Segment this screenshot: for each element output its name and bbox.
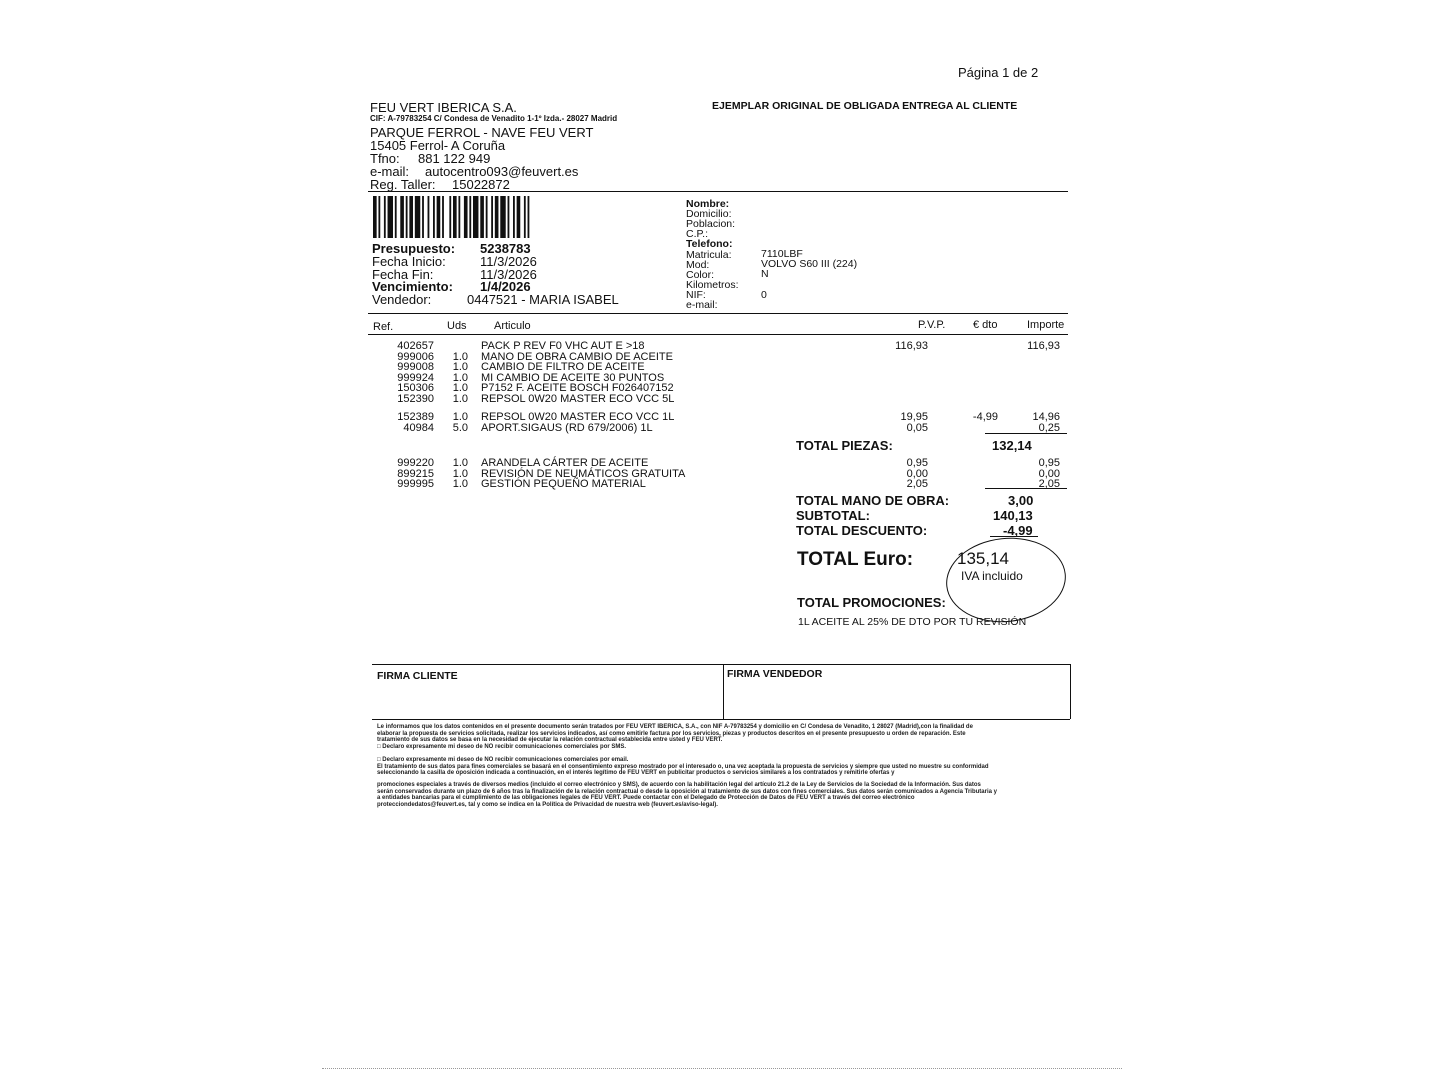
col-importe: Importe bbox=[1027, 319, 1065, 331]
iva-note: IVA incluido bbox=[961, 569, 1023, 583]
barcode-bar bbox=[469, 196, 471, 238]
barcode-bar bbox=[491, 196, 493, 238]
legal-text-2: □ Declaro expresamente mi deseo de NO recibir comunicaciones comerciales por SMS. bbox=[377, 743, 627, 750]
cell-articulo: REPSOL 0W20 MASTER ECO VCC 1L bbox=[481, 411, 675, 423]
cell-pvp: 2,05 bbox=[906, 478, 928, 491]
client-divider bbox=[368, 313, 1068, 314]
nif-value: 0 bbox=[761, 289, 767, 301]
total-descuento-label: TOTAL DESCUENTO: bbox=[796, 523, 928, 538]
legal-paragraph-2 bbox=[377, 757, 997, 777]
signature-right-edge bbox=[1070, 664, 1071, 719]
cell-articulo: GESTIÓN PEQUEÑO MATERIAL bbox=[481, 478, 646, 491]
cell-ref: 40984 bbox=[403, 421, 434, 434]
cp-label: C.P.: bbox=[686, 228, 708, 240]
barcode-bar bbox=[508, 196, 510, 238]
vencimiento-value: 1/4/2026 bbox=[480, 279, 531, 294]
cell-uds: 1.0 bbox=[452, 361, 468, 374]
presupuesto-label: Presupuesto: bbox=[372, 241, 456, 256]
header-divider bbox=[368, 191, 1068, 192]
cell-uds: 1.0 bbox=[452, 382, 468, 395]
subtotal-label: SUBTOTAL: bbox=[796, 508, 870, 523]
fecha-inicio-label: Fecha Inicio: bbox=[372, 254, 446, 269]
cell-uds: 1.0 bbox=[452, 478, 468, 491]
signature-divider bbox=[723, 664, 724, 719]
legal-paragraph-3 bbox=[377, 782, 997, 808]
cell-articulo: MANO DE OBRA CAMBIO DE ACEITE bbox=[481, 350, 673, 363]
barcode-bar bbox=[495, 196, 499, 238]
total-descuento-value: -4,99 bbox=[1003, 523, 1033, 538]
cell-ref: 999220 bbox=[397, 457, 434, 469]
vendedor-label: Vendedor: bbox=[372, 292, 432, 307]
matricula-value: 7110LBF bbox=[761, 248, 803, 260]
company-city: 15405 Ferrol- A Coruña bbox=[370, 138, 506, 153]
firma-cliente-label: FIRMA CLIENTE bbox=[377, 670, 458, 682]
cell-ref: 152390 bbox=[397, 393, 434, 405]
col-pvp: P.V.P. bbox=[918, 319, 946, 331]
fecha-fin-label: Fecha Fin: bbox=[372, 267, 434, 282]
company-site: PARQUE FERROL - NAVE FEU VERT bbox=[370, 125, 594, 140]
company-cif: CIF: A-79783254 C/ Condesa de Venadito 1-1º Izda.- 28027 Madrid bbox=[370, 114, 618, 123]
barcode-bar bbox=[373, 196, 377, 238]
barcode-bar bbox=[500, 196, 505, 238]
barcode-bar bbox=[415, 196, 420, 238]
total-mano-obra-label: TOTAL MANO DE OBRA: bbox=[796, 493, 950, 508]
phone-value: 881 122 949 bbox=[418, 151, 491, 166]
cell-articulo: ARANDELA CÁRTER DE ACEITE bbox=[481, 457, 649, 469]
promo-note: 1L ACEITE AL 25% DE DTO POR TU REVISIÓN bbox=[798, 616, 1027, 628]
piezas-underline bbox=[985, 433, 1067, 434]
barcode-bar bbox=[480, 196, 484, 238]
barcode-bar bbox=[464, 196, 468, 238]
signature-top-line bbox=[372, 664, 1070, 665]
legal-text-4: El tratamiento de sus datos para fines comerciales se basará en el consentimiento expreso mostrado por el interesado o, una vez aceptada la propuesta de servicios y siempre que usted no muestre su conformidad seleccionando la casilla de oposición indicada a continuación, en el interés legítimo de FEU VERT en publicitar productos o servicios similares a los contratados y remitirle ofertas y bbox=[377, 763, 989, 777]
signature-bottom-line bbox=[372, 719, 1070, 720]
company-name: FEU VERT IBERICA S.A. bbox=[370, 100, 517, 115]
cell-ref: 999924 bbox=[397, 371, 434, 384]
legal-text-3: □ Declaro expresamente mi deseo de NO recibir comunicaciones comerciales por email. bbox=[377, 757, 629, 763]
barcode-bar bbox=[473, 196, 478, 238]
barcode-bar bbox=[458, 196, 460, 238]
cell-uds: 5.0 bbox=[452, 421, 468, 434]
total-piezas-label: TOTAL PIEZAS: bbox=[796, 438, 893, 453]
barcode bbox=[373, 196, 533, 238]
fecha-inicio-value: 11/3/2026 bbox=[480, 254, 537, 269]
cell-uds: 1.0 bbox=[452, 467, 468, 480]
presupuesto-value: 5238783 bbox=[480, 241, 531, 256]
cell-pvp: 0,95 bbox=[906, 457, 928, 469]
barcode-bar bbox=[378, 196, 380, 238]
fecha-fin-value: 11/3/2026 bbox=[480, 267, 537, 282]
vendedor-value: 0447521 - MARIA ISABEL bbox=[467, 292, 619, 307]
cell-dto: -4,99 bbox=[972, 411, 998, 423]
cell-articulo: PACK P REV F0 VHC AUT E >18 bbox=[481, 340, 645, 352]
cell-pvp: 0,05 bbox=[906, 421, 928, 434]
reg-value: 15022872 bbox=[452, 177, 510, 192]
cell-uds: 1.0 bbox=[452, 411, 468, 423]
page-number: Página 1 de 2 bbox=[958, 65, 1039, 80]
barcode-bar bbox=[422, 196, 424, 238]
cell-importe: 2,05 bbox=[1038, 478, 1060, 491]
barcode-bar bbox=[486, 196, 488, 238]
cell-uds: 1.0 bbox=[452, 371, 468, 384]
barcode-bar bbox=[428, 196, 430, 238]
phone-label: Tfno: bbox=[370, 151, 400, 166]
scan-edge bbox=[322, 1068, 1122, 1069]
poblacion-label: Poblacion: bbox=[686, 218, 736, 230]
barcode-bar bbox=[517, 196, 521, 238]
cell-uds: 1.0 bbox=[452, 393, 468, 405]
total-mano-obra-value: 3,00 bbox=[1008, 493, 1034, 508]
barcode-bar bbox=[400, 196, 404, 238]
barcode-bar bbox=[513, 196, 515, 238]
cell-ref: 402657 bbox=[397, 340, 434, 352]
cell-ref: 899215 bbox=[397, 467, 434, 480]
cell-articulo: REVISIÓN DE NEUMÁTICOS GRATUITA bbox=[481, 467, 686, 480]
cell-articulo: REPSOL 0W20 MASTER ECO VCC 5L bbox=[481, 393, 675, 405]
cell-ref: 999995 bbox=[397, 478, 434, 491]
domicilio-label: Domicilio: bbox=[686, 208, 732, 220]
legal-text-5: promociones especiales a través de diversos medios (incluido el correo electrónico y SMS), de acuerdo con la habilitación legal del artículo 21.2 de la Ley de Servicios de la Sociedad de la Información. Sus datos serán conservados durante un plazo de 6 años tras la finalización de la relación contractual o desde la oposición al tratamiento de sus datos con fines comerciales. Sus datos serán comunicados a Agencia Tributaria y a entidades bancarias para el cumplimiento de las obligaciones legales de FEU VERT. Puede contactar con el Delegado de Protección de Datos de FEU VERT a través del correo electrónico protecciondedatos@feuvert.es, tal y como se indica en la Política de Privacidad de nuestra web (feuvert.es/aviso-legal). bbox=[377, 782, 997, 808]
col-ref: Ref. bbox=[373, 321, 394, 333]
col-articulo: Articulo bbox=[494, 320, 531, 332]
mod-label: Mod: bbox=[686, 259, 710, 271]
reg-label: Reg. Taller: bbox=[370, 177, 436, 192]
color-value: N bbox=[761, 268, 769, 280]
barcode-bar bbox=[406, 196, 408, 238]
cell-importe: 0,00 bbox=[1038, 467, 1060, 480]
cell-importe: 14,96 bbox=[1032, 411, 1060, 423]
email-value: autocentro093@feuvert.es bbox=[425, 164, 579, 179]
matricula-label: Matricula: bbox=[686, 249, 732, 261]
mod-value: VOLVO S60 III (224) bbox=[761, 258, 858, 270]
mano-obra-underline bbox=[985, 488, 1067, 489]
total-promociones-label: TOTAL PROMOCIONES: bbox=[797, 595, 946, 610]
cell-ref: 999006 bbox=[397, 350, 434, 363]
cell-importe: 0,25 bbox=[1038, 421, 1060, 434]
cell-ref: 152389 bbox=[397, 411, 434, 423]
barcode-bar bbox=[442, 196, 444, 238]
total-piezas-value: 132,14 bbox=[992, 438, 1032, 453]
table-header-divider bbox=[368, 334, 1068, 335]
legal-paragraph-1 bbox=[377, 724, 997, 750]
barcode-bar bbox=[384, 196, 386, 238]
client-email-label: e-mail: bbox=[686, 299, 718, 311]
nif-label: NIF: bbox=[686, 289, 706, 301]
color-label: Color: bbox=[686, 269, 715, 281]
barcode-bar bbox=[388, 196, 393, 238]
cell-pvp: 0,00 bbox=[906, 467, 928, 480]
cell-uds: 1.0 bbox=[452, 350, 468, 363]
cell-uds: 1.0 bbox=[452, 457, 468, 469]
total-euro-label: TOTAL Euro: bbox=[797, 549, 914, 570]
telefono-label: Telefono: bbox=[686, 238, 733, 250]
cell-articulo: P7152 F. ACEITE BOSCH F026407152 bbox=[481, 382, 674, 395]
legal-text-1: Le informamos que los datos contenidos en el presente documento serán tratados por FEU VERT IBERICA, S.A., con NIF A-79783254 y domicilio en C/ Condesa de Venadito, 1 28027 (Madrid),con la finalidad de elaborar la propuesta de servicios solicitada, realizar los servicios indicados, así como emitirle factura por los servicios, piezas y productos descritos en el presente presupuesto u orden de reparación. Este tratamiento de sus datos se basa en la necesidad de ejecutar la relación contractual establecida entre usted y FEU VERT. bbox=[377, 724, 973, 744]
km-label: Kilometros: bbox=[686, 279, 739, 291]
copy-notice: EJEMPLAR ORIGINAL DE OBLIGADA ENTREGA AL CLIENTE bbox=[712, 100, 1018, 112]
email-label: e-mail: bbox=[370, 164, 410, 179]
barcode-bar bbox=[437, 196, 441, 238]
cell-ref: 999008 bbox=[397, 361, 434, 374]
cell-articulo: APORT.SIGAUS (RD 679/2006) 1L bbox=[481, 421, 653, 434]
vencimiento-label: Vencimiento: bbox=[372, 279, 453, 294]
cell-importe: 0,95 bbox=[1038, 457, 1060, 469]
cell-articulo: MI CAMBIO DE ACEITE 30 PUNTOS bbox=[481, 371, 665, 384]
barcode-bar bbox=[409, 196, 413, 238]
barcode-bar bbox=[433, 196, 435, 238]
cell-pvp: 19,95 bbox=[900, 411, 928, 423]
barcode-bar bbox=[524, 196, 526, 238]
barcode-bar bbox=[449, 196, 451, 238]
barcode-bar bbox=[453, 196, 457, 238]
cell-ref: 150306 bbox=[397, 382, 434, 395]
col-uds: Uds bbox=[447, 320, 467, 332]
cell-articulo: CAMBIO DE FILTRO DE ACEITE bbox=[481, 361, 645, 374]
cell-pvp: 116,93 bbox=[895, 340, 928, 352]
nombre-label: Nombre: bbox=[686, 198, 730, 210]
cell-importe: 116,93 bbox=[1027, 340, 1060, 352]
barcode-bar bbox=[395, 196, 397, 238]
barcode-bar bbox=[528, 196, 530, 238]
total-euro-value: 135,14 bbox=[957, 549, 1009, 568]
firma-vendedor-label: FIRMA VENDEDOR bbox=[727, 668, 823, 680]
subtotal-value: 140,13 bbox=[993, 508, 1033, 523]
col-dto: € dto bbox=[973, 319, 998, 331]
